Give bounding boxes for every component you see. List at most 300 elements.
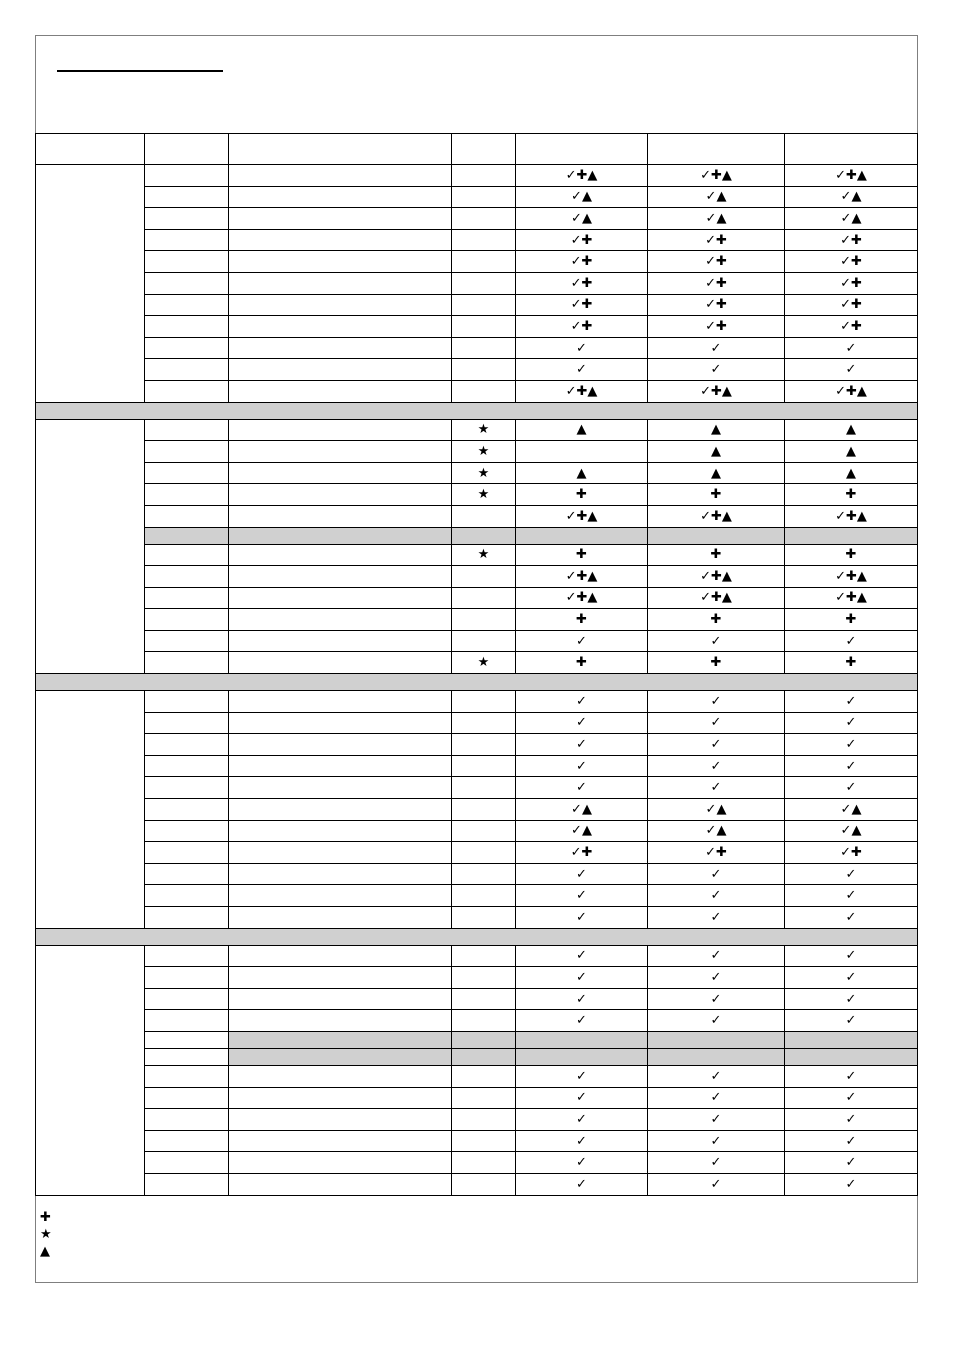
value-symbols: ✓ — [576, 715, 587, 731]
value-symbols: ✓ — [576, 1111, 587, 1127]
group-cell — [36, 945, 145, 1195]
code-cell — [145, 988, 229, 1010]
desc-cell — [229, 652, 452, 674]
value-symbols: ✚ — [845, 487, 857, 503]
value-cell — [785, 842, 918, 864]
table-row — [36, 1152, 918, 1174]
value-symbols: ✓ — [710, 737, 722, 753]
value-symbols: ✓✚ — [570, 845, 593, 861]
sub-header-desc-cell — [229, 1031, 452, 1048]
desc-cell — [229, 380, 452, 402]
value-symbols: ✓ — [576, 737, 587, 753]
star-cell — [452, 337, 516, 359]
table-row — [36, 863, 918, 885]
desc-cell — [229, 1087, 452, 1109]
feature-matrix-table — [35, 133, 918, 1196]
legend-symbol: ✚ — [40, 1210, 51, 1225]
star-cell — [452, 566, 516, 588]
value-symbols: ✓ — [845, 693, 857, 709]
value-cell — [516, 294, 648, 316]
value-symbols: ✓▲ — [705, 189, 727, 205]
value-cell — [785, 272, 918, 294]
value-cell — [785, 945, 918, 967]
value-symbols: ✓ — [845, 948, 857, 964]
code-cell — [145, 1130, 229, 1152]
value-cell — [785, 251, 918, 273]
star-cell — [452, 1010, 516, 1032]
desc-cell — [229, 1130, 452, 1152]
star-cell — [452, 755, 516, 777]
value-cell — [785, 609, 918, 631]
value-symbols: ✓ — [845, 1090, 857, 1106]
desc-cell — [229, 863, 452, 885]
value-cell — [516, 734, 648, 756]
value-symbols: ✓▲ — [705, 801, 727, 817]
value-symbols: ✓✚▲ — [565, 590, 598, 606]
value-cell — [648, 842, 785, 864]
value-cell — [516, 419, 648, 441]
value-cell — [785, 755, 918, 777]
value-cell — [785, 316, 918, 338]
value-symbols: ✓ — [710, 780, 722, 796]
value-cell — [648, 630, 785, 652]
value-cell — [648, 777, 785, 799]
value-cell — [516, 691, 648, 713]
value-cell — [785, 691, 918, 713]
value-cell — [785, 294, 918, 316]
value-symbols: ✓ — [845, 1133, 857, 1149]
value-cell — [785, 799, 918, 821]
sub-header-value-cell — [516, 527, 648, 544]
desc-cell — [229, 505, 452, 527]
value-cell — [785, 566, 918, 588]
sub-header-value-cell — [785, 1031, 918, 1048]
value-cell — [516, 777, 648, 799]
star-cell — [452, 165, 516, 187]
desc-cell — [229, 734, 452, 756]
value-symbols: ✓✚ — [570, 318, 593, 334]
table-row — [36, 527, 918, 544]
value-symbols: ✓✚▲ — [700, 167, 732, 183]
value-cell — [785, 208, 918, 230]
value-symbols: ✓ — [710, 1068, 722, 1084]
code-cell — [145, 1087, 229, 1109]
desc-cell — [229, 587, 452, 609]
value-symbols: ✓▲ — [840, 823, 862, 839]
legend-item — [40, 1226, 58, 1243]
value-symbols: ✓ — [576, 633, 587, 649]
star-cell — [452, 609, 516, 631]
code-cell — [145, 441, 229, 463]
desc-cell — [229, 885, 452, 907]
value-symbols: ✓ — [710, 715, 722, 731]
value-symbols: ✓ — [710, 693, 722, 709]
value-cell — [785, 462, 918, 484]
value-cell — [785, 229, 918, 251]
desc-cell — [229, 462, 452, 484]
value-cell — [648, 1109, 785, 1131]
value-cell — [516, 1173, 648, 1195]
star-cell — [452, 505, 516, 527]
legend-symbol: ★ — [40, 1227, 52, 1242]
value-cell — [648, 1010, 785, 1032]
code-cell — [145, 566, 229, 588]
star-cell: ★ — [452, 441, 516, 463]
code-cell — [145, 885, 229, 907]
code-cell — [145, 316, 229, 338]
value-symbols: ✓✚ — [705, 318, 727, 334]
value-cell — [648, 609, 785, 631]
code-cell — [145, 820, 229, 842]
table-row — [36, 1065, 918, 1087]
value-cell — [648, 1130, 785, 1152]
value-symbols: ✓ — [710, 991, 722, 1007]
group-cell — [36, 165, 145, 403]
value-symbols: ✚ — [845, 547, 857, 563]
value-symbols: ▲ — [711, 465, 721, 481]
value-cell — [648, 505, 785, 527]
desc-cell — [229, 907, 452, 929]
code-cell — [145, 1173, 229, 1195]
header-cell — [145, 134, 229, 165]
table-row — [36, 1173, 918, 1195]
desc-cell — [229, 820, 452, 842]
value-cell — [785, 820, 918, 842]
value-symbols: ✓✚▲ — [835, 590, 867, 606]
star-cell — [452, 380, 516, 402]
table-row — [36, 1031, 918, 1048]
value-symbols: ✓✚▲ — [700, 508, 732, 524]
value-cell — [648, 544, 785, 566]
table-row — [36, 755, 918, 777]
table-row — [36, 734, 918, 756]
value-symbols: ✓✚▲ — [700, 568, 732, 584]
value-cell — [516, 229, 648, 251]
value-cell — [648, 316, 785, 338]
value-cell — [785, 359, 918, 381]
desc-cell — [229, 337, 452, 359]
code-cell — [145, 380, 229, 402]
value-symbols: ✓ — [576, 1013, 587, 1029]
value-symbols: ✓ — [576, 1068, 587, 1084]
value-cell — [516, 359, 648, 381]
desc-cell — [229, 186, 452, 208]
code-cell — [145, 755, 229, 777]
value-symbols: ✚ — [576, 487, 587, 503]
desc-cell — [229, 544, 452, 566]
value-symbols: ✓▲ — [705, 210, 727, 226]
table-row — [36, 945, 918, 967]
sub-header-star-cell — [452, 1031, 516, 1048]
value-symbols: ✓✚▲ — [565, 568, 598, 584]
value-symbols: ✓ — [710, 866, 722, 882]
desc-cell — [229, 630, 452, 652]
value-symbols: ✓✚▲ — [835, 508, 867, 524]
value-cell — [648, 462, 785, 484]
star-cell — [452, 885, 516, 907]
section-divider — [36, 402, 918, 419]
code-cell — [145, 1031, 229, 1048]
value-symbols: ✓✚▲ — [835, 167, 867, 183]
star-cell — [452, 251, 516, 273]
value-symbols: ✚ — [710, 487, 722, 503]
table-row — [36, 820, 918, 842]
value-cell — [648, 652, 785, 674]
legend-item — [40, 1209, 58, 1226]
star-cell: ★ — [452, 652, 516, 674]
desc-cell — [229, 359, 452, 381]
value-cell — [516, 652, 648, 674]
value-symbols: ✓ — [710, 758, 722, 774]
sub-header-desc-cell — [229, 1048, 452, 1065]
value-symbols: ✓ — [576, 1090, 587, 1106]
value-cell — [785, 1109, 918, 1131]
value-symbols: ✓ — [710, 1176, 722, 1192]
value-cell — [785, 505, 918, 527]
value-cell — [648, 419, 785, 441]
value-cell — [648, 1173, 785, 1195]
header-cell — [452, 134, 516, 165]
value-cell — [785, 734, 918, 756]
code-cell — [145, 609, 229, 631]
value-cell — [785, 337, 918, 359]
value-cell — [516, 165, 648, 187]
value-cell — [648, 272, 785, 294]
code-cell — [145, 544, 229, 566]
value-cell — [516, 208, 648, 230]
value-cell — [516, 484, 648, 506]
sub-header-value-cell — [785, 1048, 918, 1065]
code-cell — [145, 251, 229, 273]
value-symbols: ✓ — [845, 340, 857, 356]
desc-cell — [229, 419, 452, 441]
section-divider-row — [36, 674, 918, 691]
desc-cell — [229, 441, 452, 463]
table-row — [36, 165, 918, 187]
value-symbols: ✓ — [845, 633, 857, 649]
code-cell — [145, 842, 229, 864]
value-cell — [648, 712, 785, 734]
value-cell — [648, 337, 785, 359]
value-cell — [516, 462, 648, 484]
value-cell — [785, 1173, 918, 1195]
value-cell — [785, 1065, 918, 1087]
section-divider — [36, 674, 918, 691]
value-symbols: ✓▲ — [840, 189, 862, 205]
table-row — [36, 630, 918, 652]
code-cell — [145, 734, 229, 756]
value-cell — [516, 1087, 648, 1109]
value-cell — [648, 380, 785, 402]
value-symbols: ✓ — [710, 948, 722, 964]
value-symbols: ▲ — [576, 465, 587, 481]
table-row — [36, 229, 918, 251]
value-cell — [516, 1109, 648, 1131]
value-cell — [785, 777, 918, 799]
value-symbols: ✓ — [576, 362, 587, 378]
value-symbols: ✓ — [845, 1111, 857, 1127]
star-cell: ★ — [452, 544, 516, 566]
value-symbols: ✓✚ — [570, 275, 593, 291]
table-row — [36, 842, 918, 864]
value-symbols: ✓▲ — [571, 801, 592, 817]
value-symbols: ✓✚ — [570, 254, 593, 270]
table-row — [36, 712, 918, 734]
value-symbols: ✓ — [576, 866, 587, 882]
code-cell — [145, 1109, 229, 1131]
value-cell — [648, 1152, 785, 1174]
value-symbols: ✓▲ — [705, 823, 727, 839]
star-cell — [452, 186, 516, 208]
section-divider — [36, 928, 918, 945]
value-symbols: ✓ — [710, 1013, 722, 1029]
section-divider-row — [36, 402, 918, 419]
code-cell — [145, 208, 229, 230]
star-cell — [452, 272, 516, 294]
value-symbols: ✚ — [710, 655, 722, 671]
value-cell — [785, 712, 918, 734]
table-row — [36, 294, 918, 316]
value-cell — [648, 251, 785, 273]
code-cell — [145, 462, 229, 484]
value-symbols: ✓✚▲ — [700, 383, 732, 399]
value-symbols: ✓▲ — [840, 801, 862, 817]
star-cell — [452, 863, 516, 885]
value-cell — [516, 251, 648, 273]
value-symbols: ✓ — [710, 909, 722, 925]
table-row — [36, 907, 918, 929]
value-cell — [516, 272, 648, 294]
code-cell — [145, 945, 229, 967]
value-cell — [516, 186, 648, 208]
value-cell — [648, 208, 785, 230]
star-cell — [452, 1152, 516, 1174]
value-cell — [516, 712, 648, 734]
value-cell — [516, 441, 648, 463]
section-divider-row — [36, 928, 918, 945]
value-cell — [648, 294, 785, 316]
desc-cell — [229, 1109, 452, 1131]
star-cell — [452, 229, 516, 251]
value-cell — [516, 566, 648, 588]
value-cell — [785, 186, 918, 208]
value-cell — [648, 186, 785, 208]
legend — [40, 1209, 58, 1260]
star-cell — [452, 294, 516, 316]
table-row — [36, 186, 918, 208]
value-cell — [516, 945, 648, 967]
code-cell — [145, 1065, 229, 1087]
value-symbols: ✓ — [576, 909, 587, 925]
value-cell — [785, 1130, 918, 1152]
table-row — [36, 316, 918, 338]
desc-cell — [229, 712, 452, 734]
value-symbols: ✓▲ — [571, 823, 592, 839]
value-symbols: ✚ — [576, 547, 587, 563]
table-row — [36, 1130, 918, 1152]
value-cell — [785, 863, 918, 885]
value-symbols: ▲ — [846, 443, 856, 459]
value-cell — [648, 863, 785, 885]
value-symbols: ✓ — [710, 633, 722, 649]
desc-cell — [229, 208, 452, 230]
header-cell — [785, 134, 918, 165]
table-row — [36, 609, 918, 631]
value-cell — [648, 1087, 785, 1109]
desc-cell — [229, 799, 452, 821]
value-symbols: ✚ — [710, 547, 722, 563]
table-row — [36, 208, 918, 230]
desc-cell — [229, 691, 452, 713]
code-cell — [145, 186, 229, 208]
value-cell — [648, 229, 785, 251]
star-cell — [452, 587, 516, 609]
table-row — [36, 505, 918, 527]
table-row — [36, 1010, 918, 1032]
desc-cell — [229, 229, 452, 251]
value-cell — [516, 755, 648, 777]
value-symbols: ✓✚ — [705, 254, 727, 270]
value-cell — [516, 1010, 648, 1032]
table-row — [36, 441, 918, 463]
code-cell — [145, 967, 229, 989]
value-symbols: ✓✚▲ — [835, 383, 867, 399]
star-cell — [452, 820, 516, 842]
desc-cell — [229, 755, 452, 777]
table-row — [36, 419, 918, 441]
code-cell — [145, 294, 229, 316]
value-symbols: ✚ — [576, 612, 587, 628]
table-row — [36, 967, 918, 989]
value-cell — [785, 544, 918, 566]
legend-symbol: ▲ — [40, 1244, 50, 1259]
value-symbols: ▲ — [711, 422, 721, 438]
value-symbols: ✓ — [710, 362, 722, 378]
star-cell — [452, 712, 516, 734]
value-symbols: ✓✚▲ — [700, 590, 732, 606]
star-cell — [452, 1130, 516, 1152]
value-symbols: ✓✚ — [570, 232, 593, 248]
header-cell — [36, 134, 145, 165]
code-cell — [145, 863, 229, 885]
value-cell — [785, 652, 918, 674]
value-cell — [648, 359, 785, 381]
value-cell — [516, 505, 648, 527]
star-cell: ★ — [452, 484, 516, 506]
value-cell — [516, 799, 648, 821]
desc-cell — [229, 251, 452, 273]
value-symbols: ✓ — [576, 780, 587, 796]
value-symbols: ✓ — [845, 1068, 857, 1084]
table-row — [36, 544, 918, 566]
desc-cell — [229, 609, 452, 631]
value-symbols: ✓✚ — [840, 297, 862, 313]
value-symbols: ✓ — [576, 758, 587, 774]
value-symbols: ✓ — [845, 362, 857, 378]
value-cell — [516, 587, 648, 609]
value-cell — [516, 907, 648, 929]
value-symbols: ✓ — [845, 888, 857, 904]
value-symbols: ▲ — [711, 443, 721, 459]
header-cell — [648, 134, 785, 165]
value-symbols: ✓ — [710, 1133, 722, 1149]
desc-cell — [229, 272, 452, 294]
desc-cell — [229, 294, 452, 316]
code-cell — [145, 587, 229, 609]
value-cell — [516, 842, 648, 864]
table-row — [36, 777, 918, 799]
star-cell — [452, 907, 516, 929]
